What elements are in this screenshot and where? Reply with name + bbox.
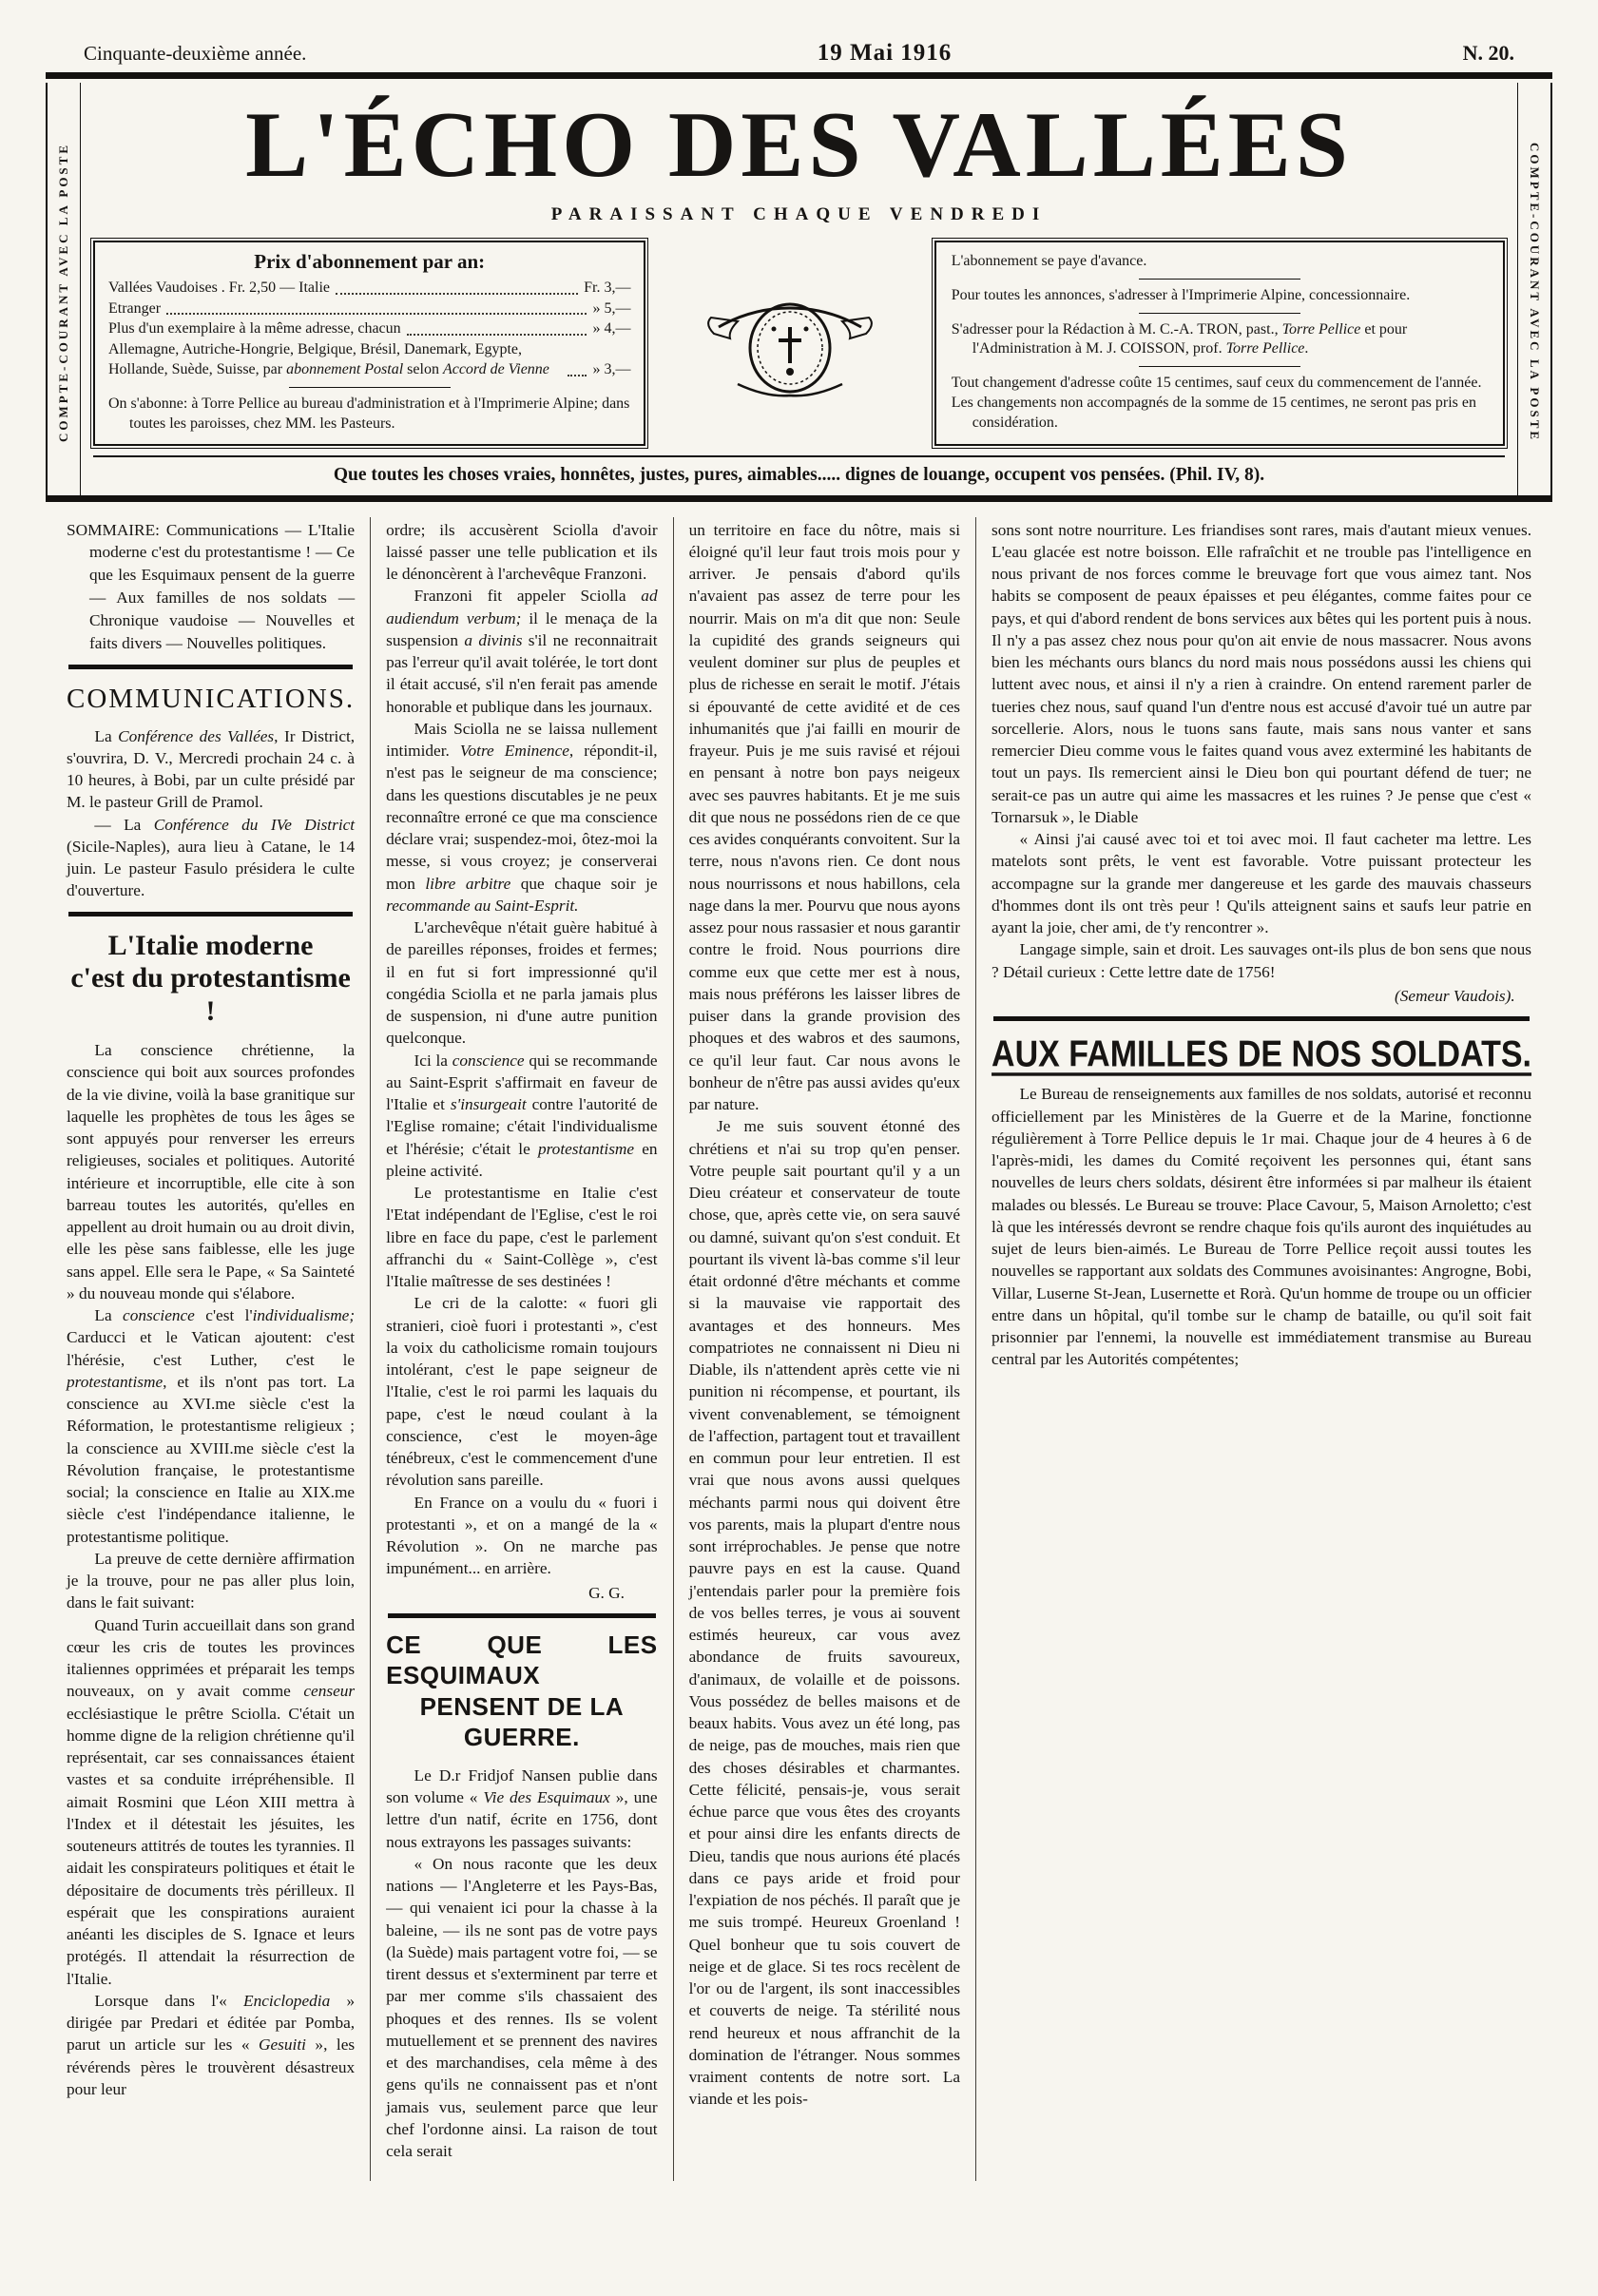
box-divider [1139, 366, 1300, 367]
dateline [46, 40, 1552, 72]
right-vertical-text: COMPTE-COURANT AVEC LA POSTE [1528, 142, 1542, 442]
newspaper-title: L'ÉCHO DES VALLÉES [245, 93, 1353, 197]
subscription-box [93, 241, 645, 446]
right-vertical-banner [1517, 83, 1552, 502]
article-column [976, 517, 1547, 2182]
subscription-footer: On s'abonne: à Torre Pellice au bureau d'administration et à l'Imprimerie Alpine; dans toutes les paroisses, chez MM. les Pasteurs. [108, 395, 630, 432]
top-rule [46, 72, 1552, 79]
section-rule [68, 912, 353, 916]
article-columns [46, 517, 1552, 2182]
left-vertical-banner [46, 83, 81, 502]
edition-year: Cinquante-deuxième année. [84, 42, 307, 65]
paragraph: un territoire en face du nôtre, mais si éloigné qu'il leur faut trois mois pour y arriver. Je pensais d'abord qu'ils n'avaient pas assez de terre pour les nourrir. Mais on m'a dit que non: Seule la cupidité des grands seigneurs qui veulent dominer sur plus de peuples et plus de richesse en serait le motif. J'étais si épouvanté de cette avidité et de ces inhumanités que j'ai failli en mourir de frayeur. Puis je me suis ravisé et réjoui en pensant à notre bon pays neigeux avec ses pauvres habitants. Et je me suis dit que nous ne possédons rien de ce que ces avides conquérants convoitent. Sur la terre, nous n'avons rien. Ce dont nous nous nourrissons et nous habillons, cela nage dans la mer. Pourvu que nous ayons assez pour nous rassasier et nous garantir contre le froid. Nous pourrions dire comme eux que cette mer est à nous, mais nous préférons les laisser libres de puiser dans la grande provision des phoques et des wabros et des saumons, ce qu'il leur faut. Car nous avons le bonheur de n'être pas aussi avides qu'eux par nature. [688, 520, 961, 1113]
paragraph: Je me suis souvent étonné des chrétiens et n'ai su trop qu'en penser. Votre peuple sait pourtant qu'il y a un Dieu créateur et conservateur de toute chose, que, après cette vie, on sera sauvé ou damné, suivant qu'on s'est conduit. Et pourtant ils vivent là-bas comme s'il leur était ordonné d'être méchants et comme si la mauvaise vie rapportait des avantages et des honneurs. Mes compatriotes ne connaissent ni Dieu ni Diable, ils n'attendent après cette vie ni punition ni récompense, et pourtant, ils vivent convenablement, se témoignent de l'affection, partagent tout et travaillent en commun pour leur entretien. Il est vrai que nous avons aussi quelques méchants parmi nous qui doivent être vos parents, mais la plupart d'entre nous sont irréprochables. Je pense que notre pauvre pays en est la cause. Quand j'entendais parler pour la première fois de vos belles terres, je vous ai souvent estimés heureux, car vous avez abondance de fruits savoureux, d'animaux, de volaille et de poissons. Vous possédez de belles maisons et de beaux habits. Vous avez un été long, pas de neige, pas de mouches, mais rien que des choses désirables et charmantes. Cette félicité, pensais-je, vous serait échue parce que vous êtes des croyants et pour ainsi dire les enfants directs de Dieu, tandis que nous aurions été placés dans ce pays aride et froid pour l'expiation de nos péchés. Il paraît que je me suis trompé. Heureux Groenland ! Quel bonheur que tu sois couvert de neige et de glace. Si tes rocs recèlent de l'or ou de l'argent, ils sont inaccessibles et couverts de neige. Ta stérilité nous rend heureux et nous affranchit de la domination de l'étranger. Nous sommes vraiment contents de notre sort. La viande et les pois- [688, 1117, 961, 2109]
paragraph: « On nous raconte que les deux nations — l'Angleterre et les Pays-Bas, — qui venaient ici pour la chasse à la baleine, — ils ne sont pas de votre pays (la Suède) mais partagent votre foi, — se tirent dessus et s'exterminent par terre et par mer comme s'ils chassaient des phoques et des rennes. Ils se volent mutuellement et se prennent des navires et des marchandises, cela même à des gens qu'ils ne connaissent pas et n'ont jamais vus, seulement parce que leur chef l'ordonne ainsi. La raison de tout cela serait [386, 1854, 658, 2160]
notice-line: Pour toutes les annonces, s'adresser à l'Imprimerie Alpine, concessionnaire. [951, 286, 1411, 303]
notice-line: Les changements non accompagnés de la somme de 15 centimes, ne seront pas pris en considération. [951, 394, 1476, 431]
box-divider [1139, 313, 1300, 314]
article-heading: COMMUNICATIONS. [67, 683, 356, 714]
price-line: Vallées Vaudoises . Fr. 2,50 — Italie Fr. 3,— [108, 279, 631, 296]
paragraph: La Conférence des Vallées, Ir District, s'ouvrira, D. V., Mercredi prochain 24 c. à 10 heures, à Bobi, par un culte présidé par M. le pasteur Grill de Pramol. [67, 726, 356, 812]
notices-box [934, 241, 1505, 446]
paragraph: Langage simple, sain et droit. Les sauvages ont-ils plus de bon sens que nous ? Détail curieux : Cette lettre date de 1756! [992, 940, 1532, 981]
box-divider [1139, 279, 1300, 280]
notice-line: S'adresser pour la Rédaction à M. C.-A. TRON, past., Torre Pellice et pour l'Administration à M. J. COISSON, prof. Torre Pellice. [951, 320, 1408, 357]
section-rule [388, 1613, 655, 1618]
notice-line: Tout changement d'adresse coûte 15 centimes, sauf ceux du commencement de l'année. [951, 375, 1482, 392]
notice-group [952, 320, 1488, 360]
paragraph: Mais Sciolla ne se laissa nullement intimider. Votre Eminence, répondit-il, n'est pas le seigneur de ma conscience; dans les questions discutables je ne peux reconnaître erroné ce que ma conscience déclare vrai; suspendez-moi, ôtez-moi la messe, si vous croyez; je conserverai mon libre arbitre que chaque soir je recommande au Saint-Esprit. [386, 719, 658, 915]
paragraph: Ici la conscience qui se recommande au Saint-Esprit s'affirmait en faveur de l'Italie et s'insurgeait contre l'autorité de l'Eglise romaine; c'était l'individualisme et l'hérésie; c'était le protestantisme en pleine activité. [386, 1051, 658, 1180]
paragraph: La preuve de cette dernière affirmation je la trouve, pour ne pas aller plus loin, dans le fait suivant: [67, 1549, 356, 1612]
motto-line: Que toutes les choses vraies, honnêtes, justes, pures, aimables..... dignes de louange, occupent vos pensées. (Phil. IV, 8). [93, 455, 1505, 493]
section-rule [68, 665, 353, 669]
notice-group [952, 286, 1488, 306]
paragraph: Le D.r Fridjof Nansen publie dans son volume « Vie des Esquimaux », une lettre d'un natif, écrite en 1756, dont nous extrayons les passages suivants: [386, 1765, 658, 1851]
paragraph: ordre; ils accusèrent Sciolla d'avoir laissé passer une telle publication et ils le dénoncèrent à l'archevêque Franzoni. [386, 520, 658, 583]
paragraph: Lorsque dans l'« Enciclopedia » dirigée par Predari et éditée par Pomba, parut un article sur les « Gesuiti », les révérends pères le trouvèrent désastreux pour leur [67, 1991, 356, 2098]
paragraph: La conscience chrétienne, la conscience qui boit aux sources profondes de la vie divine, voilà la base granitique sur laquelle les prophètes de tous les âges se sont appuyés pour renverser les erreurs religieuses, sociales et politiques. Autorité intérieure et incorruptible, elle cite à son barreau toutes les autorités, qu'elles en appellent au droit humain ou au droit divin, elle les pèse sans faiblesse, elle les juge sans appel. Elle sera le Pape, « Sa Sainteté » du nouveau monde qui s'élabore. [67, 1041, 356, 1302]
paragraph: Le Bureau de renseignements aux familles de nos soldats, autorisé et reconnu officiellement par les Ministères de la Guerre et de la Marine, fonctionne régulièrement à Torre Pellice depuis le 1r mai. Chaque jour de 4 heures à 6 de l'après-midi, les dames du Comité reçoivent les personnes qui, étant sans nouvelles de leurs chers soldats, désirent être informées si par malheur ils étaient malades ou blessés. Le Bureau se trouve: Place Cavour, 5, Maison Arnoletto; c'est là que les intéressés devront se rendre chaque fois qu'ils auront des inquiétudes au sujet de leurs bien-aimés. Le Bureau de Torre Pellice reçoit aussi toutes les nouvelles se rapportant aux soldats des Communes avoisinantes: Angrogne, Bobi, Villar, Luserne St-Jean, Lusernette et Rorà. Qu'un homme de troupe ou un officier entre dans un hôpital, qu'il tombe sur le champ de bataille, ou qu'il soit fait prisonnier par l'ennemi, la nouvelle est immédiatement transmise au Bureau central par les Autorités compétentes; [992, 1085, 1532, 1369]
price-line: Etranger » 5,— [108, 299, 631, 317]
paragraph: sons sont notre nourriture. Les friandises sont rares, mais d'autant mieux venues. L'eau glacée est notre boisson. Elle rafraîchit et ne trouble pas l'intelligence en nous privant de nos forces comme le breuvage fort que vous aimez tant. Nos habits se composent de peaux épaisses et peu élégantes, comme faites pour ce pays, et qui d'abord rendent de bons services aux bêtes qui les portent puis à nous. Il n'y a pas assez chez nous pour qu'on ait envie de nous massacrer. Nous avons bien les méchants ours blancs du nord mais nous possédons aussi les chiens qui luttent avec nous, et ainsi il n'y a rien à craindre. On entend rarement parler de tueries chez nous, sauf quand l'un d'entre nous est accusé d'avoir tué un autre par sorcellerie. Alors, nous le tuons sans faute, mais sans nous vanter et sans remercier Dieu comme vous le faites quand vous avez exterminé les habitants de tout un pays. Ils remercient ainsi le Dieu bon qui pourtant défend de tuer; ne serait-ce pas un autre qui aime les massacres et les ruines ? Je pense que c'est « Tornarsuk », le Diable [992, 520, 1532, 826]
paragraph: L'archevêque n'était guère habitué à de pareilles réponses, froides et fermes; il en fut si fort impressionné qu'il congédia Sciolla et ne parla jamais plus de suspension, ni d'une autre punition quelconque. [386, 918, 658, 1048]
issue-number: N. 20. [1462, 41, 1514, 65]
header-boxes [93, 241, 1505, 446]
signature: (Semeur Vaudois). [1395, 986, 1515, 1005]
masthead-frame [46, 83, 1552, 502]
masthead-emblem [659, 241, 920, 446]
price-list [108, 278, 630, 380]
section-rule [993, 1016, 1530, 1021]
summary-paragraph: SOMMAIRE: Communications — L'Italie moderne c'est du protestantisme ! — Ce que les Esquimaux pensent de la guerre — Aux familles de nos soldats — Chronique vaudoise — Nouvelles et faits divers — Nouvelles politiques. [67, 520, 356, 652]
subscription-title: Prix d'abonnement par an: [254, 249, 486, 273]
paragraph: Le protestantisme en Italie c'est l'Etat indépendant de l'Eglise, c'est le roi libre en face du pape, c'est le parlement affranchi du « Saint-Collège », c'est l'Italie maîtresse de ses destinées ! [386, 1184, 658, 1290]
paragraph: La conscience c'est l'individualisme; Carducci et le Vatican ajoutent: c'est l'hérésie, c'est Luther, c'est le protestantisme, et ils n'ont pas tort. La conscience au XVI.me siècle c'est la Réformation, le protestantisme religieux ; la conscience au XVIII.me siècle c'est la Révolution française, le protestantisme social; la conscience en Italie au XIX.me siècle c'est l'indépendance italienne, le protestantisme politique. [67, 1306, 356, 1546]
article-heading: AUX FAMILLES DE NOS SOLDATS. [992, 1032, 1532, 1075]
article-heading: CE QUE LES ESQUIMAUX PENSENT DE LA GUERRE. [386, 1630, 658, 1752]
notice-group [952, 374, 1488, 433]
paragraph: Franzoni fit appeler Sciolla ad audiendum verbum; il le menaça de la suspension a divinis s'il ne reconnaitrait pas l'erreur qu'il avait tolérée, le tort dont il était accusé, s'il n'en ferait pas amende honorable et publique dans les journaux. [386, 587, 658, 716]
issue-date: 19 Mai 1916 [817, 40, 953, 66]
article-column [674, 517, 976, 2182]
price-line: Allemagne, Autriche-Hongrie, Belgique, Brésil, Danemark, Egypte, Hollande, Suède, Suisse, par abonnement Postal selon Accord de Vienne » 3,— [108, 340, 631, 378]
notices-content [952, 252, 1488, 434]
paragraph: « Ainsi j'ai causé avec toi et toi avec moi. Il faut cacheter ma lettre. Les matelots sont prêts, le vent est favorable. Votre puissant protecteur les accompagne sur la grande mer dangereuse et les garde des mauvais chasseurs d'hommes dont ils ont très peur ! Qu'ils atteignent sains et saufs leur patrie en ayant la joie, cher ami, de t'y rencontrer ». [992, 830, 1532, 936]
notice-line: L'abonnement se paye d'avance. [951, 252, 1147, 269]
paragraph: Le cri de la calotte: « fuori gli stranieri, cioè fuori i protestanti », c'est la voix du catholicisme romain toujours intolérant, c'est le pape seigneur de l'Italie, c'est le roi parmi les laquais du pape, c'est le nœud coulant à la conscience, c'est le moyen-âge ténébreux, c'est le commencement d'une révolution sans pareille. [386, 1294, 658, 1490]
article-column [51, 517, 371, 2182]
notice-group [952, 252, 1488, 272]
crest-icon [700, 281, 880, 405]
box-divider [289, 387, 451, 388]
paragraph: Quand Turin accueillait dans son grand cœur les cris de toutes les provinces italiennes opprimées et préparait les temps nouveaux, on y avait comme censeur ecclésiastique le prêtre Sciolla. C'était un homme digne de la religion chrétienne qu'il représentait, car ses connaissances étaient vastes et sa conduite irrépréhensible. Il aimait Rosmini que Léon XIII mettra à l'Index et il détestait les jésuites, les souteneurs attitrés de toutes les tyrannies. Il aidait les conspirateurs politiques et était le dépositaire de documents très périlleux. Il espérait que les conspirations auraient anéanti les disciples de S. Ignace et leurs protégés. Il attendait la résurrection de l'Italie. [67, 1615, 356, 1988]
header-bottom-rule [46, 495, 1552, 502]
paragraph: En France on a voulu du « fuori i protestanti », et on a mangé de la « Révolution ». On ne marche pas impunément... en arrière. [386, 1493, 658, 1578]
left-vertical-text: COMPTE-COURANT AVEC LA POSTE [56, 142, 70, 442]
newspaper-subtitle: PARAISSANT CHAQUE VENDREDI [550, 203, 1048, 224]
paragraph: — La Conférence du IVe District (Sicile-Naples), aura lieu à Catane, le 14 juin. Le pasteur Fasulo présidera le culte d'ouverture. [67, 815, 356, 900]
signature: G. G. [588, 1583, 625, 1602]
article-heading: L'Italie moderne c'est du protestantisme ! [70, 929, 351, 1027]
article-column [371, 517, 673, 2182]
price-line: Plus d'un exemplaire à la même adresse, chacun » 4,— [108, 320, 631, 338]
